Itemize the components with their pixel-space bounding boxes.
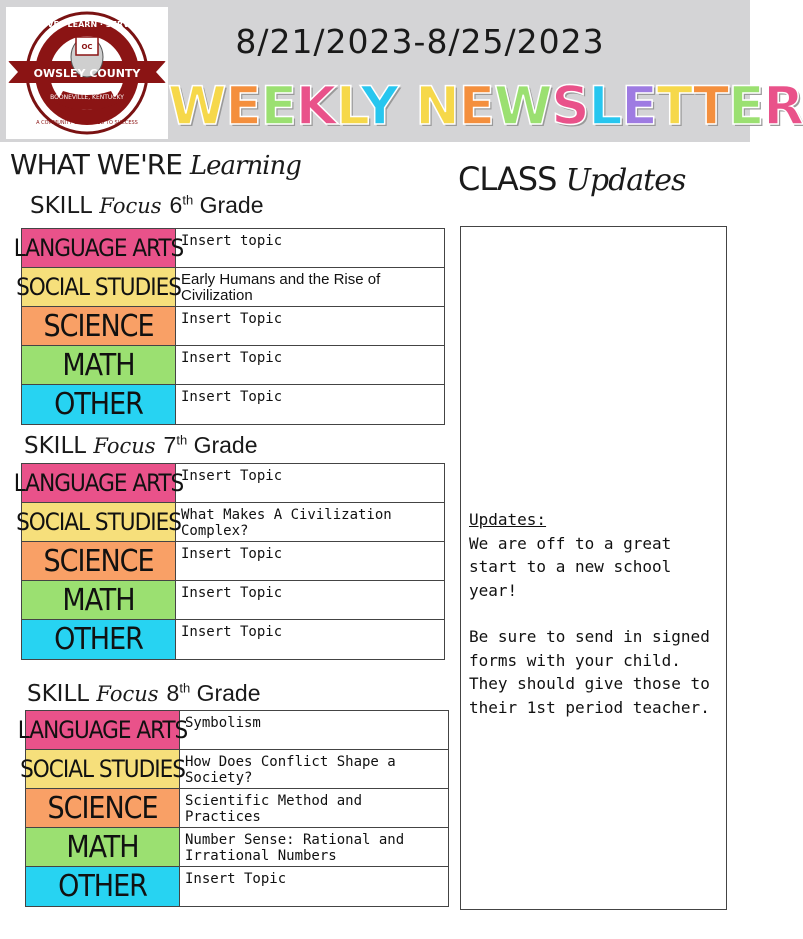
subject-label: MATH	[22, 581, 176, 619]
school-seal-graphic	[6, 7, 168, 139]
subject-table-grade-8	[17, 710, 449, 907]
subject-topic: Insert Topic	[181, 624, 283, 640]
subject-topic: Scientific Method and Practices	[185, 793, 363, 825]
subject-topic: Insert Topic	[181, 389, 283, 405]
subject-topic: Insert Topic	[181, 468, 283, 484]
logo-tagline: A COMMUNITY COMMITTED TO SUCCESS	[36, 120, 138, 126]
grade-suffix: th	[182, 192, 194, 208]
title-letter: R	[763, 76, 803, 137]
title-letter: Y	[360, 76, 398, 137]
subject-topic: Symbolism	[185, 715, 261, 731]
subject-row	[22, 346, 444, 385]
updates-heading-script: Updates	[565, 163, 686, 198]
subject-label: SOCIAL STUDIES	[26, 750, 180, 788]
subject-topic: Insert Topic	[181, 311, 283, 327]
skill-focus-heading-6	[30, 192, 264, 219]
grade-word: Grade	[196, 680, 261, 706]
skill-word: SKILL	[27, 681, 97, 707]
subject-label: LANGUAGE ARTS	[22, 464, 176, 502]
subject-row	[26, 867, 448, 906]
grade-label-7	[164, 432, 258, 458]
title-letter: L	[335, 76, 361, 137]
title-letter: W	[168, 76, 226, 137]
class-updates-heading	[458, 160, 685, 198]
subject-label: SOCIAL STUDIES	[22, 268, 176, 306]
subject-row	[16, 503, 444, 542]
subject-label: OTHER	[22, 620, 176, 659]
logo-school-name: OWSLEY COUNTY	[33, 67, 141, 80]
subject-label: LANGUAGE ARTS	[26, 711, 180, 749]
date-range: 8/21/2023-8/25/2023	[235, 22, 605, 61]
subject-label: OTHER	[22, 385, 176, 424]
logo-motto: LIVE · LEARN · SERVE	[39, 20, 135, 29]
title-letter: E	[621, 76, 657, 137]
title-letter: T	[656, 76, 693, 137]
subject-label: MATH	[22, 346, 176, 384]
svg-text:OC: OC	[81, 43, 93, 51]
title-letter: T	[692, 76, 729, 137]
paragraph-gap	[469, 602, 725, 625]
updates-heading-main: CLASS	[458, 160, 566, 198]
skill-script: Focus	[96, 682, 159, 706]
subject-label: SCIENCE	[22, 542, 176, 580]
subject-topic: Insert topic	[181, 233, 283, 249]
subject-row	[13, 229, 444, 268]
title-letter: S	[551, 76, 589, 137]
subject-topic: Insert Topic	[181, 585, 283, 601]
grade-suffix: th	[179, 680, 191, 696]
subject-label: MATH	[26, 828, 180, 866]
subject-label: OTHER	[26, 867, 180, 906]
subject-row	[22, 542, 444, 581]
learning-heading-script: Learning	[189, 151, 301, 181]
grade-label-8	[167, 680, 261, 706]
subject-row	[22, 581, 444, 620]
subject-topic: What Makes A Civilization Complex?	[181, 507, 392, 539]
updates-paragraph-1: We are off to a great start to a new school year!	[469, 533, 672, 600]
subject-row	[26, 828, 448, 867]
school-logo	[6, 7, 168, 139]
subject-row	[17, 711, 448, 750]
class-updates-text	[469, 508, 725, 719]
grade-label-6	[170, 192, 264, 218]
title-letter: N	[415, 76, 459, 137]
logo-location: BOONEVILLE, KENTUCKY	[50, 94, 124, 101]
title-letter: K	[295, 76, 336, 137]
subject-label: SOCIAL STUDIES	[22, 503, 176, 541]
subject-label: SCIENCE	[26, 789, 180, 827]
grade-word: Grade	[199, 192, 264, 218]
skill-focus-heading-7	[24, 432, 258, 459]
subject-topic: Insert Topic	[181, 546, 283, 562]
subject-topic: Early Humans and the Rise of Civilization	[181, 271, 381, 304]
title-letter: E	[728, 76, 764, 137]
title-letter: E	[260, 76, 296, 137]
updates-label: Updates:	[469, 510, 547, 529]
grade-suffix: th	[176, 432, 188, 448]
subject-topic: Insert Topic	[185, 871, 287, 887]
subject-topic: Insert Topic	[181, 350, 283, 366]
subject-table-grade-6	[13, 228, 445, 425]
title-letter: E	[458, 76, 494, 137]
subject-topic: Number Sense: Rational and Irrational Numbers	[185, 832, 405, 864]
learning-heading	[10, 148, 301, 181]
subject-row	[13, 464, 444, 503]
skill-focus-heading-8	[27, 680, 261, 707]
skill-word: SKILL	[24, 433, 94, 459]
updates-paragraph-2: Be sure to send in signed forms with your child. They should give those to their 1st period teacher.	[469, 627, 710, 717]
subject-label: LANGUAGE ARTS	[22, 229, 176, 267]
subject-row	[22, 385, 444, 424]
skill-word: SKILL	[30, 193, 100, 219]
skill-script: Focus	[99, 194, 162, 218]
learning-heading-main: WHAT WE'RE	[10, 148, 190, 181]
subject-row	[22, 307, 444, 346]
subject-row	[26, 789, 448, 828]
skill-script: Focus	[93, 434, 156, 458]
title-letter: E	[225, 76, 261, 137]
subject-row	[16, 268, 444, 307]
newsletter-title	[168, 76, 803, 138]
subject-row	[20, 750, 448, 789]
subject-topic: How Does Conflict Shape a Society?	[185, 754, 396, 786]
subject-row	[22, 620, 444, 659]
grade-word: Grade	[193, 432, 258, 458]
title-letter: W	[493, 76, 552, 137]
grade-num: 6	[169, 192, 183, 218]
grade-num: 7	[163, 432, 177, 458]
title-letter	[398, 76, 415, 137]
grade-num: 8	[166, 680, 180, 706]
subject-label: SCIENCE	[22, 307, 176, 345]
title-letter: L	[588, 76, 622, 137]
subject-table-grade-7	[13, 463, 445, 660]
